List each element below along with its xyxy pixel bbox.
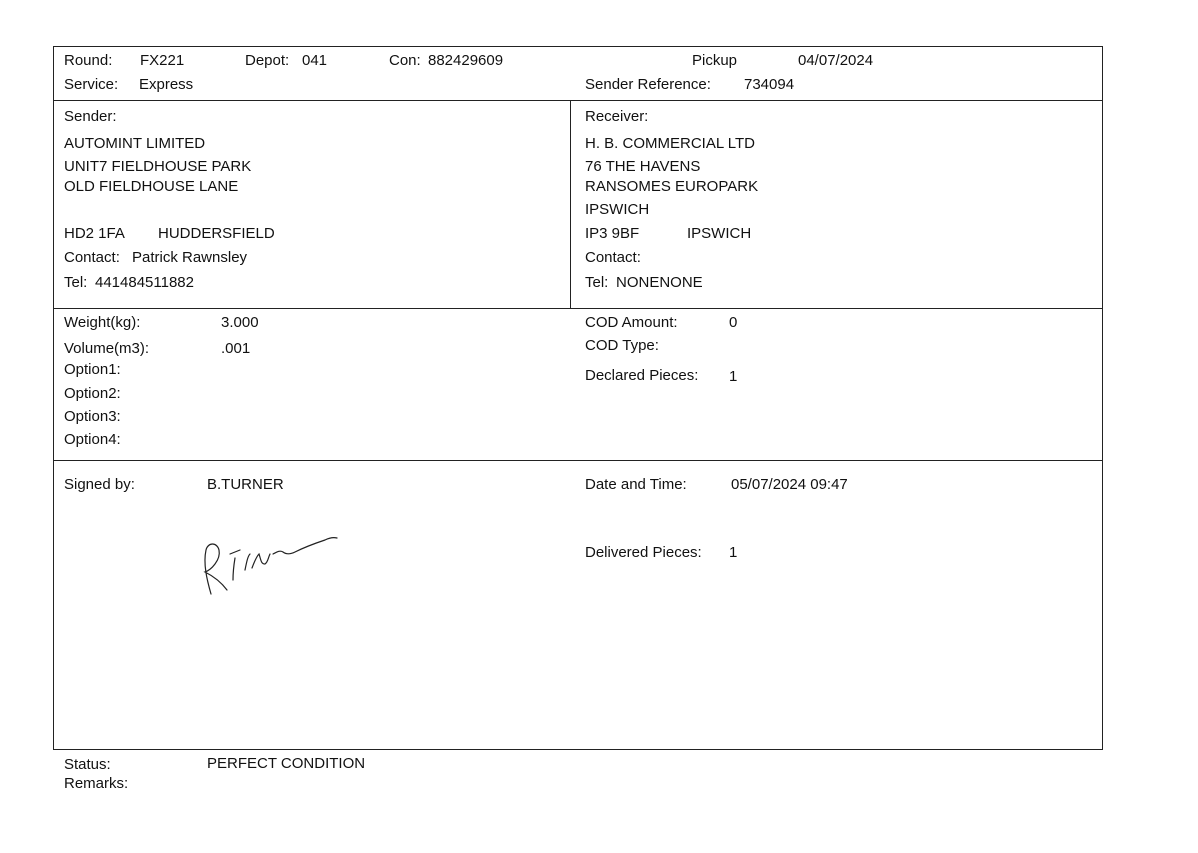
con-label: Con: (389, 52, 421, 69)
declared-pieces-value: 1 (729, 368, 738, 385)
receiver-tel-value: NONENONE (616, 274, 703, 291)
remarks-label: Remarks: (64, 775, 129, 792)
receiver-town: IPSWICH (687, 225, 752, 242)
cod-type-label: COD Type: (585, 337, 659, 354)
sender-contact-value: Patrick Rawnsley (132, 249, 248, 266)
receiver-heading: Receiver: (585, 108, 649, 125)
sender-heading: Sender: (64, 108, 117, 125)
signed-by-value: B.TURNER (207, 476, 284, 493)
consignment-form-frame (53, 46, 1103, 750)
sender-postcode: HD2 1FA (64, 225, 125, 242)
receiver-address-line-3: IPSWICH (585, 201, 650, 218)
status-label: Status: (64, 756, 111, 773)
cod-amount-value: 0 (729, 314, 738, 331)
signed-by-label: Signed by: (64, 476, 135, 493)
service-value: Express (139, 76, 194, 93)
sender-name: AUTOMINT LIMITED (64, 135, 206, 152)
receiver-contact-label: Contact: (585, 249, 641, 266)
round-label: Round: (64, 52, 113, 69)
weight-label: Weight(kg): (64, 314, 141, 331)
sender-tel-value: 441484511882 (95, 274, 194, 291)
sender-address-line-2: OLD FIELDHOUSE LANE (64, 178, 239, 195)
option4-label: Option4: (64, 431, 121, 448)
option3-label: Option3: (64, 408, 121, 425)
delivered-pieces-label: Delivered Pieces: (585, 544, 702, 561)
depot-value: 041 (302, 52, 328, 69)
sender-tel-label: Tel: (64, 274, 88, 291)
receiver-name: H. B. COMMERCIAL LTD (585, 135, 756, 152)
round-value: FX221 (140, 52, 185, 69)
address-divider (53, 308, 1103, 309)
status-value: PERFECT CONDITION (207, 755, 366, 772)
con-value: 882429609 (428, 52, 504, 69)
depot-label: Depot: (245, 52, 290, 69)
date-time-value: 05/07/2024 09:47 (731, 476, 848, 493)
sender-reference-value: 734094 (744, 76, 795, 93)
volume-value: .001 (221, 340, 251, 357)
header-divider (53, 100, 1103, 101)
receiver-tel-label: Tel: (585, 274, 609, 291)
receiver-address-line-1: 76 THE HAVENS (585, 158, 701, 175)
weight-value: 3.000 (221, 314, 259, 331)
sender-town: HUDDERSFIELD (158, 225, 275, 242)
service-label: Service: (64, 76, 119, 93)
pickup-label: Pickup (692, 52, 738, 69)
date-time-label: Date and Time: (585, 476, 687, 493)
cod-amount-label: COD Amount: (585, 314, 678, 331)
declared-pieces-label: Declared Pieces: (585, 367, 699, 384)
option2-label: Option2: (64, 385, 121, 402)
sender-address-line-1: UNIT7 FIELDHOUSE PARK (64, 158, 252, 175)
delivered-pieces-value: 1 (729, 544, 738, 561)
address-column-divider (570, 100, 571, 308)
sender-reference-label: Sender Reference: (585, 76, 711, 93)
volume-label: Volume(m3): (64, 340, 150, 357)
handwritten-signature (195, 530, 355, 600)
option1-label: Option1: (64, 361, 121, 378)
details-divider (53, 460, 1103, 461)
receiver-postcode: IP3 9BF (585, 225, 640, 242)
pickup-date: 04/07/2024 (798, 52, 874, 69)
receiver-address-line-2: RANSOMES EUROPARK (585, 178, 759, 195)
sender-contact-label: Contact: (64, 249, 120, 266)
